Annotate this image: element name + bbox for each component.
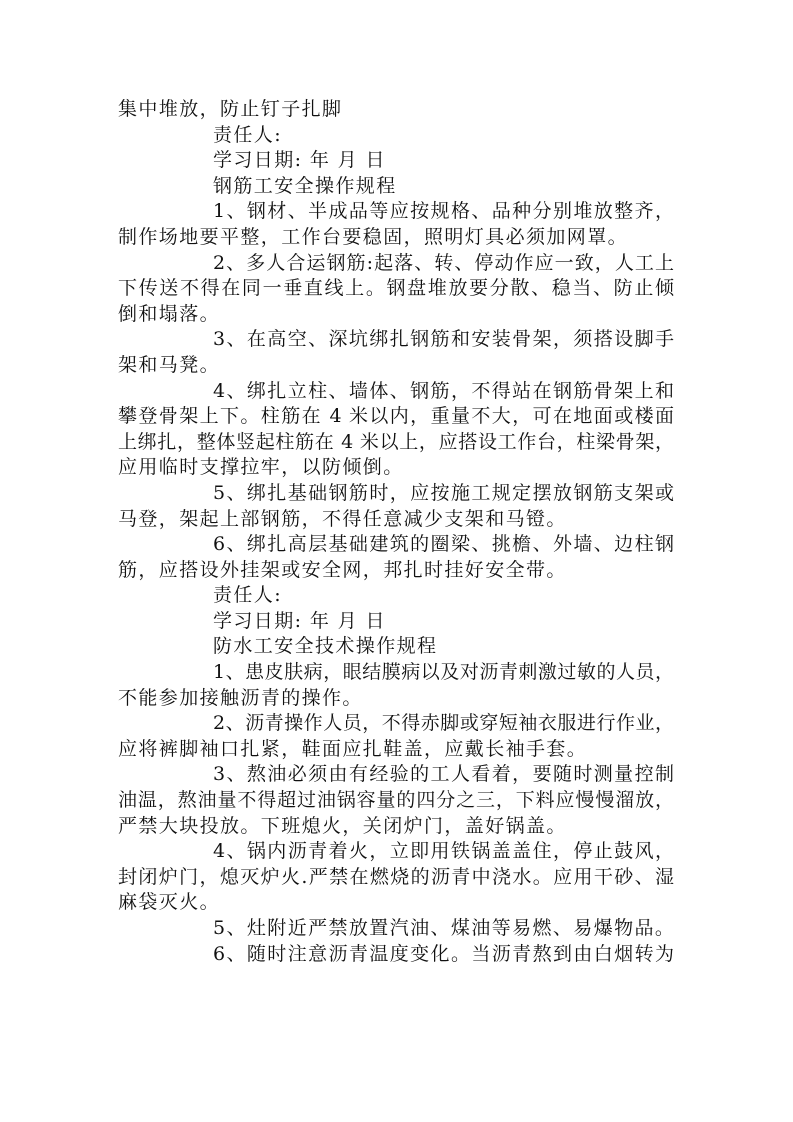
text-line: 1、钢材、半成品等应按规格、品种分别堆放整齐， — [213, 200, 674, 223]
text-line: 架和马凳。 — [118, 353, 221, 376]
text-line: 麻袋灭火。 — [118, 891, 221, 914]
text-line: 严禁大块投放。下班熄火，关闭炉门，盖好锅盖。 — [118, 814, 567, 837]
text-line: 1、患皮肤病，眼结膜病以及对沥青刺激过敏的人员， — [213, 661, 674, 684]
text-line: 3、熬油必须由有经验的工人看着，要随时测量控制 — [213, 763, 674, 786]
text-line: 6、绑扎高层基础建筑的圈梁、挑檐、外墙、边柱钢 — [213, 533, 674, 556]
text-line: 油温，熬油量不得超过油锅容量的四分之三，下料应慢慢溜放， — [118, 789, 674, 812]
text-line: 2、多人合运钢筋:起落、转、停动作应一致，人工上 — [213, 251, 674, 274]
text-line: 2、沥青操作人员，不得赤脚或穿短袖衣服进行作业， — [213, 712, 674, 735]
text-line: 集中堆放，防止钉子扎脚 — [118, 98, 343, 120]
text-line: 学习日期: 年 月 日 — [213, 149, 386, 172]
text-line: 5、灶附近严禁放置汽油、煤油等易燃、易爆物品。 — [213, 917, 676, 939]
text-line: 倒和塌落。 — [118, 302, 221, 325]
text-line: 攀登骨架上下。柱筋在 4 米以内，重量不大，可在地面或楼面 — [118, 405, 674, 428]
text-line: 马登，架起上部钢筋，不得任意减少支架和马镫。 — [118, 507, 567, 530]
text-line: 学习日期: 年 月 日 — [213, 609, 386, 632]
text-line: 4、绑扎立柱、墙体、钢筋，不得站在钢筋骨架上和 — [213, 379, 674, 402]
text-line: 4、锅内沥青着火，立即用铁锅盖盖住，停止鼓风， — [213, 840, 674, 863]
text-line: 不能参加接触沥青的操作。 — [118, 686, 363, 709]
text-line: 责任人: — [213, 123, 283, 146]
text-line: 钢筋工安全操作规程 — [213, 174, 397, 197]
text-line: 筋，应搭设外挂架或安全网，邦扎时挂好安全带。 — [118, 558, 567, 581]
text-line: 6、随时注意沥青温度变化。当沥青熬到由白烟转为 — [213, 942, 674, 965]
text-line: 5、绑扎基础钢筋时，应按施工规定摆放钢筋支架或 — [213, 481, 674, 504]
text-line: 制作场地要平整，工作台要稳固，照明灯具必须加网罩。 — [118, 225, 629, 248]
text-line: 防水工安全技术操作规程 — [213, 635, 438, 658]
text-line: 责任人: — [213, 584, 283, 607]
text-line: 应将裤脚袖口扎紧，鞋面应扎鞋盖，应戴长袖手套。 — [118, 737, 588, 760]
text-line: 封闭炉门，熄灭炉火.严禁在燃烧的沥青中浇水。应用干砂、湿 — [118, 865, 674, 888]
text-line: 上绑扎，整体竖起柱筋在 4 米以上，应搭设工作台，柱梁骨架， — [118, 430, 674, 453]
document-body — [118, 97, 674, 967]
text-line: 下传送不得在同一垂直线上。钢盘堆放要分散、稳当、防止倾 — [118, 277, 674, 300]
text-line: 3、在高空、深坑绑扎钢筋和安装骨架，须搭设脚手 — [213, 328, 674, 351]
text-line: 应用临时支撑拉牢，以防倾倒。 — [118, 456, 404, 479]
